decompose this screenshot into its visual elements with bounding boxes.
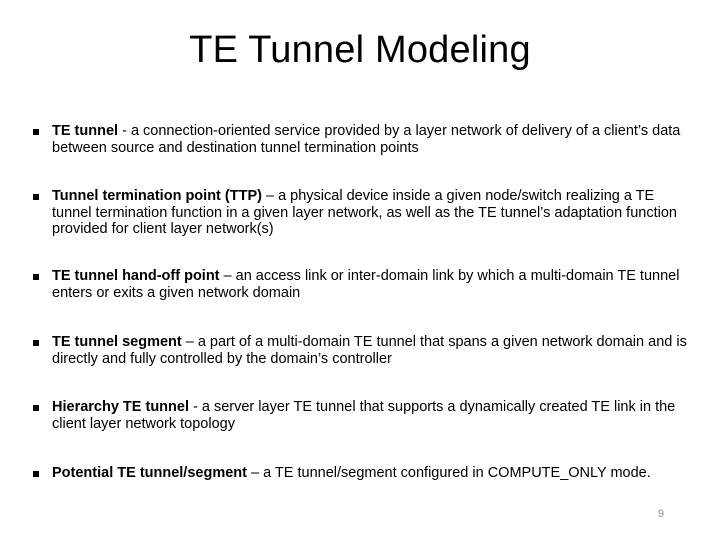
bullet-term: TE tunnel [52, 123, 119, 139]
page-number: 9 [657, 508, 664, 520]
bullet-text [52, 465, 692, 482]
square-bullet-icon [33, 471, 39, 477]
bullet-definition: - a connection-oriented service provided by a layer network of delivery of a client’s data between source and destination tunnel termination points [52, 123, 681, 156]
bullet-term: TE tunnel hand-off point [52, 268, 220, 284]
bullet-text [52, 334, 692, 367]
square-bullet-icon [33, 405, 39, 411]
bullet-term: Hierarchy TE tunnel [52, 399, 189, 415]
bullet-definition: – a physical device inside a given node/switch realizing a TE tunnel termination function in a given layer network, as well as the TE tunnel’s adaptation function provided for client layer network(s) [52, 188, 677, 237]
square-bullet-icon [33, 340, 39, 346]
square-bullet-icon [33, 194, 39, 200]
bullet-text [52, 123, 692, 156]
bullet-definition: – a part of a multi-domain TE tunnel that spans a given network domain and is directly and fully controlled by the domain’s controller [52, 334, 687, 367]
bullet-definition: - a server layer TE tunnel that supports a dynamically created TE link in the client layer network topology [52, 399, 676, 432]
bullet-text [52, 268, 692, 301]
bullet-term: TE tunnel segment [52, 334, 182, 350]
bullet-definition: – a TE tunnel/segment configured in COMPUTE_ONLY mode. [246, 465, 651, 481]
square-bullet-icon [33, 129, 39, 135]
bullet-text [52, 399, 692, 432]
bullet-term: Tunnel termination point (TTP) [52, 188, 262, 204]
bullet-term: Potential TE tunnel/segment [52, 465, 247, 481]
bullet-definition: – an access link or inter-domain link by which a multi-domain TE tunnel enters or exits a given network domain [52, 268, 680, 301]
slide-title: TE Tunnel Modeling [189, 29, 531, 71]
square-bullet-icon [33, 274, 39, 280]
bullet-text [52, 188, 692, 238]
